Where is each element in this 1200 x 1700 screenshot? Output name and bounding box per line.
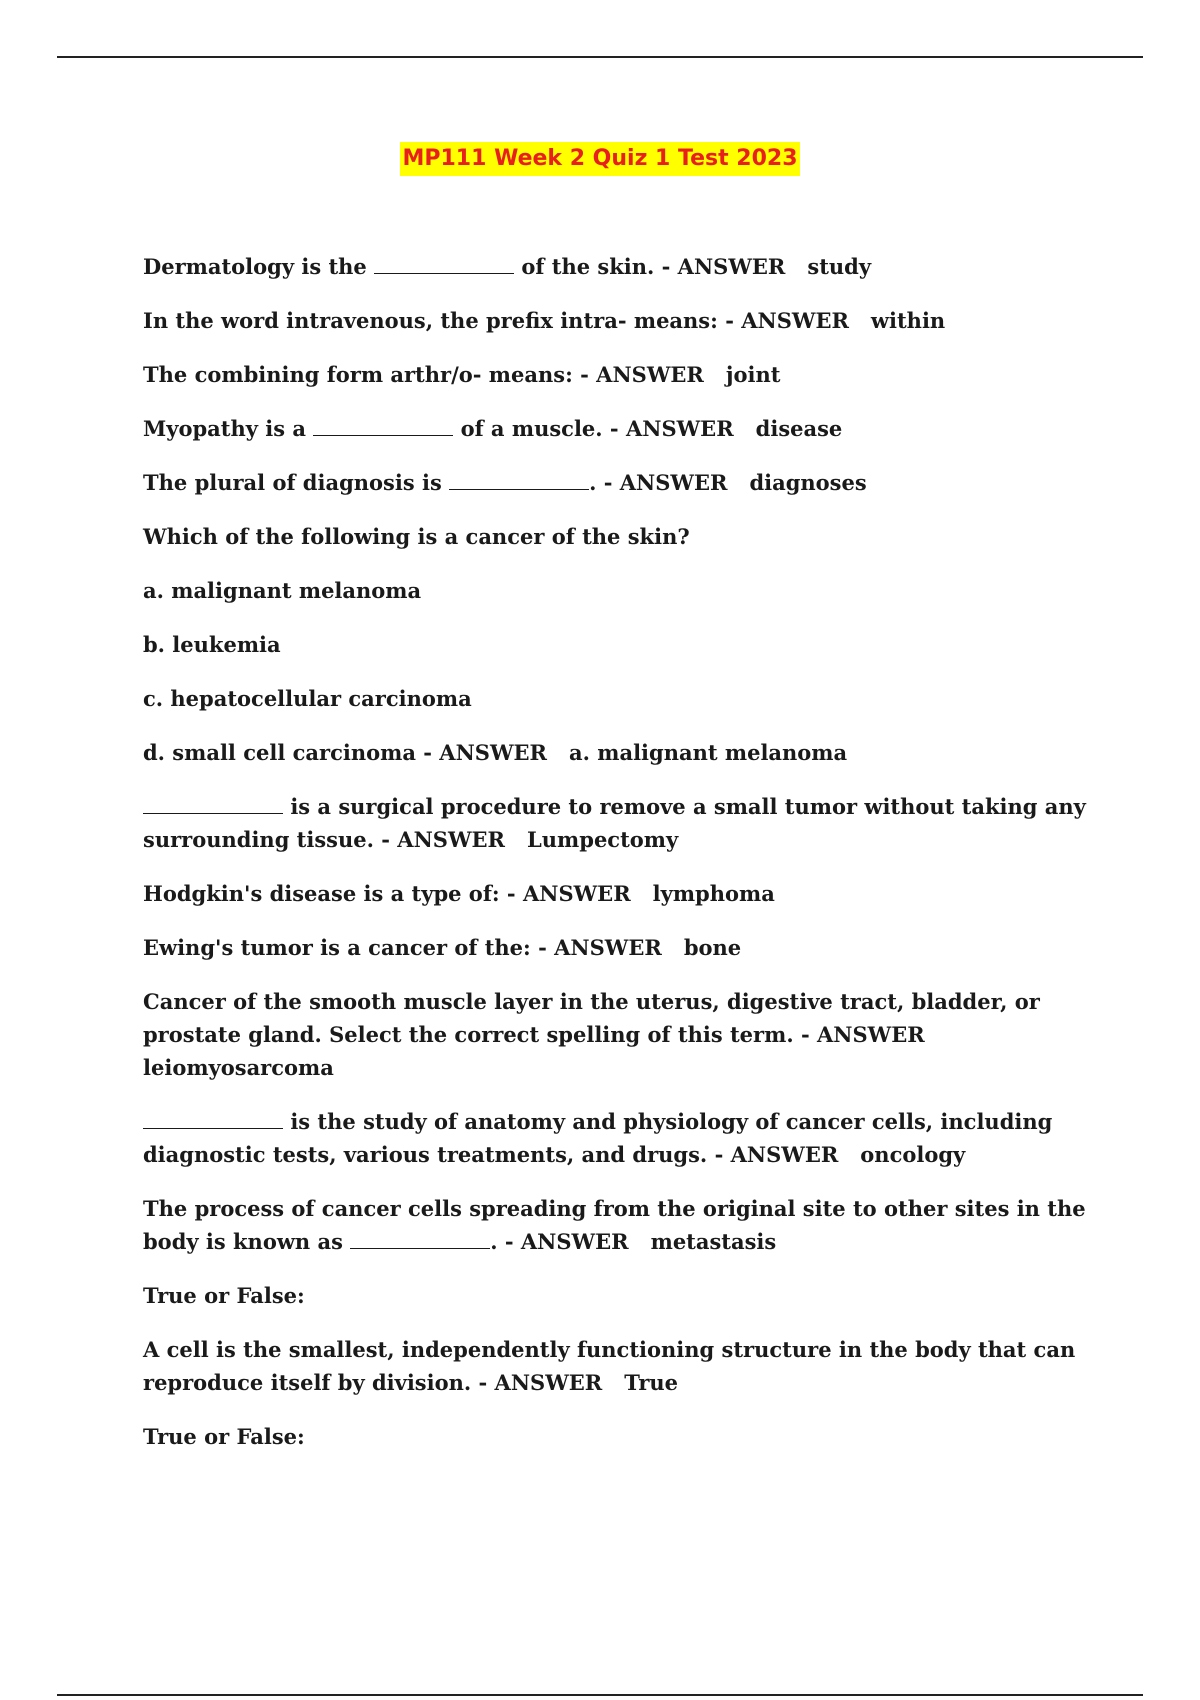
quiz-content	[143, 250, 1086, 1453]
question-7-line-2: surrounding tissue. - ANSWER Lumpectomy	[143, 827, 679, 852]
fill-blank	[143, 1110, 283, 1129]
question-8: Hodgkin's disease is a type of: - ANSWER lymphoma	[143, 881, 775, 906]
question-14-prompt: True or False:	[143, 1424, 305, 1449]
footer-rule	[57, 1694, 1143, 1696]
answer-label: - ANSWER	[714, 1142, 839, 1167]
answer-text: diagnoses	[749, 470, 867, 495]
fill-blank	[350, 1230, 490, 1249]
answer-text: joint	[725, 362, 781, 387]
answer-label: - ANSWER	[478, 1370, 603, 1395]
fill-blank	[313, 417, 453, 436]
title-container	[0, 142, 1200, 176]
answer-text: study	[807, 254, 872, 279]
answer-text: within	[870, 308, 946, 333]
answer-label: - ANSWER	[538, 935, 662, 960]
question-7-line-1: is a surgical procedure to remove a small tumor without taking any	[143, 790, 1083, 823]
question-3: The combining form arthr/o- means: - ANSWER joint	[143, 362, 781, 387]
answer-text: disease	[755, 416, 843, 441]
question-2: In the word intravenous, the prefix intra- means: - ANSWER within	[143, 308, 946, 333]
question-10-answer: leiomyosarcoma	[143, 1055, 334, 1080]
option-b: b. leukemia	[143, 632, 281, 657]
fill-blank	[449, 471, 589, 490]
question-6: Which of the following is a cancer of the skin?	[143, 524, 690, 549]
question-11-line-2: diagnostic tests, various treatments, and drugs. - ANSWER oncology	[143, 1142, 966, 1167]
question-10-line-2: prostate gland. Select the correct spelling of this term. - ANSWER	[143, 1022, 925, 1047]
answer-label: - ANSWER	[609, 416, 734, 441]
answer-label: - ANSWER	[381, 827, 505, 852]
fill-blank	[374, 255, 514, 274]
answer-text: metastasis	[650, 1229, 777, 1254]
answer-label: - ANSWER	[661, 254, 786, 279]
header-rule	[57, 56, 1143, 58]
answer-text: Lumpectomy	[527, 827, 679, 852]
answer-text: True	[624, 1370, 679, 1395]
option-d: d. small cell carcinoma - ANSWER a. malignant melanoma	[143, 740, 848, 765]
answer-label: - ANSWER	[504, 1229, 629, 1254]
question-11-line-1: is the study of anatomy and physiology of cancer cells, including	[143, 1105, 1083, 1138]
answer-text: bone	[683, 935, 742, 960]
answer-text: lymphoma	[652, 881, 775, 906]
answer-label: - ANSWER	[800, 1022, 925, 1047]
question-1: Dermatology is the of the skin. - ANSWER study	[143, 254, 872, 279]
answer-label: - ANSWER	[580, 362, 704, 387]
option-a: a. malignant melanoma	[143, 578, 422, 603]
question-13-line-2: reproduce itself by division. - ANSWER True	[143, 1370, 679, 1395]
answer-label: - ANSWER	[423, 740, 548, 765]
question-4: Myopathy is a of a muscle. - ANSWER disease	[143, 416, 843, 441]
answer-text: oncology	[860, 1142, 966, 1167]
question-12-line-1: The process of cancer cells spreading from the original site to other sites in the	[143, 1196, 1086, 1221]
question-13-line-1: A cell is the smallest, independently functioning structure in the body that can	[143, 1337, 1076, 1362]
option-c: c. hepatocellular carcinoma	[143, 686, 472, 711]
answer-label: - ANSWER	[603, 470, 728, 495]
document-title: MP111 Week 2 Quiz 1 Test 2023	[400, 142, 799, 176]
answer-label: - ANSWER	[725, 308, 849, 333]
answer-label: - ANSWER	[506, 881, 631, 906]
answer-text: a. malignant melanoma	[569, 740, 848, 765]
question-13-prompt: True or False:	[143, 1283, 305, 1308]
fill-blank	[143, 795, 283, 814]
question-5: The plural of diagnosis is . - ANSWER diagnoses	[143, 470, 867, 495]
question-12-line-2: body is known as . - ANSWER metastasis	[143, 1229, 777, 1254]
question-10-line-1: Cancer of the smooth muscle layer in the uterus, digestive tract, bladder, or	[143, 989, 1040, 1014]
question-9: Ewing's tumor is a cancer of the: - ANSWER bone	[143, 935, 742, 960]
